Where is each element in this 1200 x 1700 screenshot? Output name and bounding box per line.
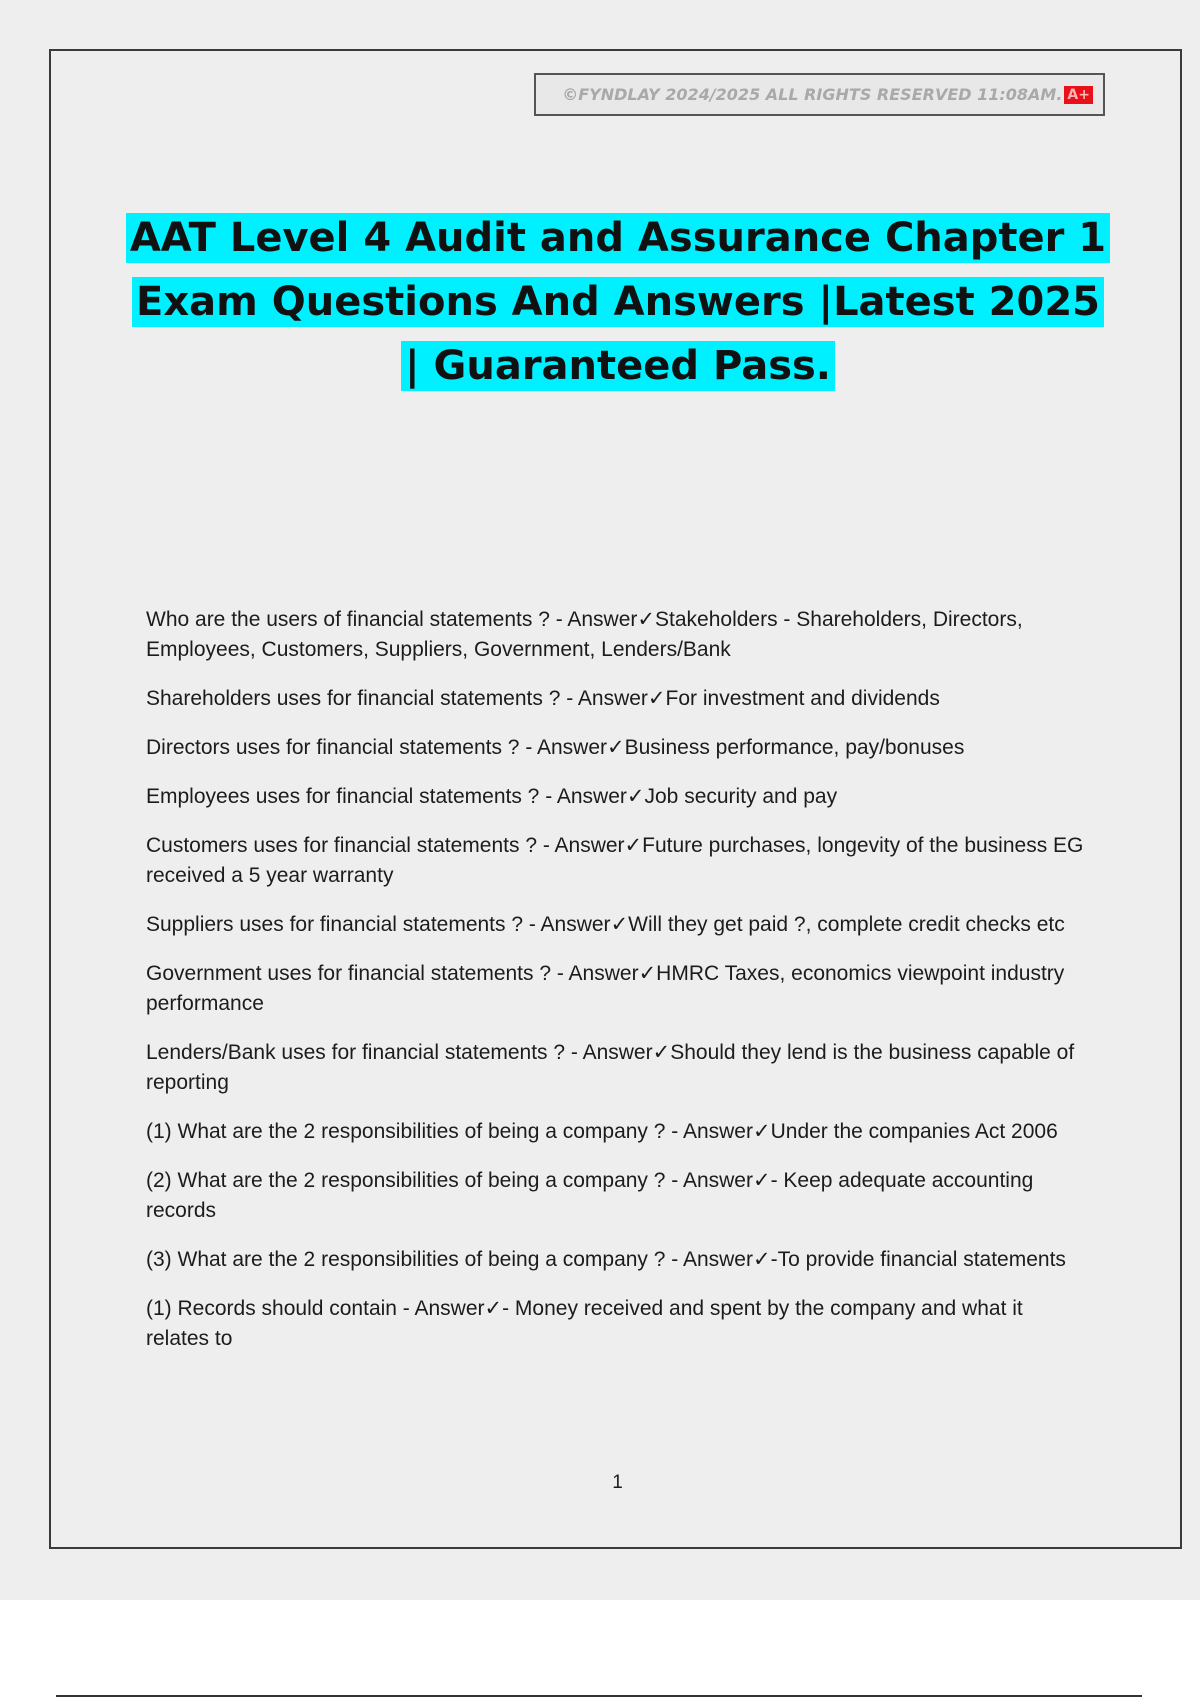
document-title [120,206,1116,398]
question-text: Government uses for financial statements ? - Answer [146,962,639,985]
answer-text: Stakeholders - Shareholders, Directors, Employees, Customers, Suppliers, Government, Lenders/Bank [146,608,1023,661]
checkmark-icon: ✓ [484,1296,503,1320]
grade-badge: A+ [1064,86,1093,104]
qa-item [146,1293,1086,1354]
checkmark-icon: ✓ [752,1247,771,1271]
qa-item [146,958,1086,1019]
answer-text: Should they lend is the business capable of reporting [146,1041,1075,1094]
divider [56,1695,1142,1697]
qa-item [146,1165,1086,1226]
answer-text: - Money received and spent by the company and what it relates to [146,1297,1023,1350]
qa-item [146,604,1086,665]
answer-text: - Keep adequate accounting records [146,1169,1034,1222]
question-text: (3) What are the 2 responsibilities of being a company ? - Answer [146,1248,753,1271]
checkmark-icon: ✓ [626,784,645,808]
answer-text: For investment and dividends [665,687,940,710]
qa-item [146,1244,1086,1275]
copyright-banner [534,73,1105,116]
page-number: 1 [612,1472,623,1493]
question-text: (2) What are the 2 responsibilities of being a company ? - Answer [146,1169,753,1192]
qa-item [146,1037,1086,1098]
question-text: Customers uses for financial statements ? - Answer [146,834,625,857]
question-text: (1) What are the 2 responsibilities of being a company ? - Answer [146,1120,753,1143]
checkmark-icon: ✓ [610,912,629,936]
checkmark-icon: ✓ [638,961,657,985]
question-text: (1) Records should contain - Answer [146,1297,485,1320]
qa-item [146,781,1086,812]
checkmark-icon: ✓ [652,1040,671,1064]
document-title-text: AAT Level 4 Audit and Assurance Chapter 1 Exam Questions And Answers |Latest 2025 | Guaranteed Pass. [126,213,1110,391]
checkmark-icon: ✓ [637,607,656,631]
answer-text: Under the companies Act 2006 [770,1120,1058,1143]
question-text: Directors uses for financial statements ? - Answer [146,736,608,759]
question-text: Shareholders uses for financial statements ? - Answer [146,687,648,710]
answer-text: Will they get paid ?, complete credit checks etc [628,913,1065,936]
qa-item [146,909,1086,940]
checkmark-icon: ✓ [752,1119,771,1143]
answer-text: -To provide financial statements [770,1248,1066,1271]
question-text: Suppliers uses for financial statements ? - Answer [146,913,611,936]
checkmark-icon: ✓ [647,686,666,710]
question-text: Lenders/Bank uses for financial statements ? - Answer [146,1041,653,1064]
copyright-text: ©FYNDLAY 2024/2025 ALL RIGHTS RESERVED 11:08AM. [562,85,1063,104]
checkmark-icon: ✓ [624,833,643,857]
qa-item [146,683,1086,714]
answer-text: Future purchases, longevity of the business EG received a 5 year warranty [146,834,1084,887]
qa-list [146,604,1086,1372]
checkmark-icon: ✓ [607,735,625,759]
answer-text: Job security and pay [644,785,838,808]
question-text: Employees uses for financial statements ? - Answer [146,785,627,808]
checkmark-icon: ✓ [752,1168,771,1192]
answer-text: HMRC Taxes, economics viewpoint industry performance [146,962,1065,1015]
answer-text: Business performance, pay/bonuses [624,736,965,759]
qa-item [146,830,1086,891]
qa-item [146,732,1086,763]
qa-item [146,1116,1086,1147]
question-text: Who are the users of financial statements ? - Answer [146,608,638,631]
